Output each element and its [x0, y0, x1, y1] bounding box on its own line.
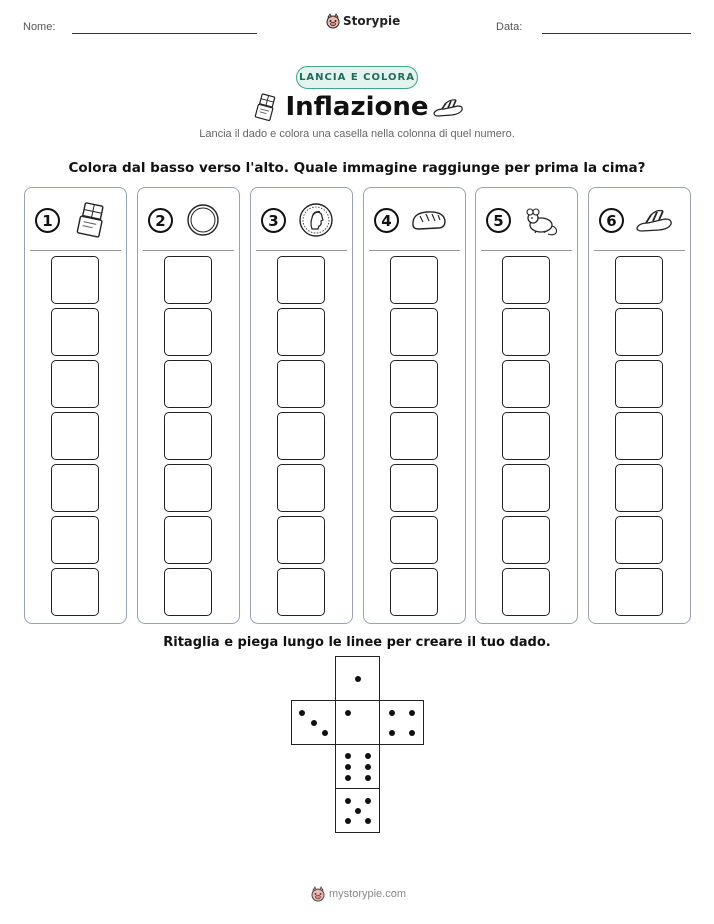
column-2: [137, 187, 240, 624]
color-box[interactable]: [390, 360, 438, 408]
date-line[interactable]: [542, 33, 691, 34]
die-pip: [389, 730, 395, 736]
mouse-icon: [522, 201, 560, 239]
pig-mascot-icon: [311, 886, 325, 902]
color-box[interactable]: [277, 464, 325, 512]
die-pip: [322, 730, 328, 736]
color-box[interactable]: [51, 256, 99, 304]
die-pip: [345, 775, 351, 781]
die-pip: [365, 764, 371, 770]
die-face-4: [379, 700, 424, 745]
color-box[interactable]: [390, 464, 438, 512]
column-6: [588, 187, 691, 624]
die-pip: [365, 798, 371, 804]
sandal-icon: [432, 95, 464, 119]
column-number: 1: [35, 208, 60, 233]
color-box[interactable]: [51, 412, 99, 460]
die-pip: [365, 818, 371, 824]
column-divider: [256, 250, 347, 251]
die-pip: [345, 798, 351, 804]
color-box[interactable]: [164, 256, 212, 304]
column-5: [475, 187, 578, 624]
color-box[interactable]: [502, 360, 550, 408]
die-pip: [365, 775, 371, 781]
color-box[interactable]: [51, 516, 99, 564]
color-box[interactable]: [277, 308, 325, 356]
footer: [311, 886, 406, 902]
color-box[interactable]: [51, 360, 99, 408]
column-number: 6: [599, 208, 624, 233]
column-4: [363, 187, 466, 624]
column-1: [24, 187, 127, 624]
color-box[interactable]: [51, 308, 99, 356]
color-box[interactable]: [277, 412, 325, 460]
ancient-coin-icon: [297, 201, 335, 239]
color-box[interactable]: [390, 412, 438, 460]
die-face-6: [335, 744, 380, 789]
color-box[interactable]: [615, 464, 663, 512]
color-box[interactable]: [390, 516, 438, 564]
die-pip: [355, 808, 361, 814]
footer-url[interactable]: mystorypie.com: [329, 888, 407, 900]
color-box[interactable]: [277, 516, 325, 564]
color-box[interactable]: [277, 568, 325, 616]
color-box[interactable]: [390, 308, 438, 356]
die-pip: [389, 710, 395, 716]
die-pip: [365, 753, 371, 759]
color-box[interactable]: [164, 412, 212, 460]
die-pip: [311, 720, 317, 726]
color-box[interactable]: [615, 360, 663, 408]
color-box[interactable]: [502, 256, 550, 304]
color-box[interactable]: [164, 360, 212, 408]
color-box[interactable]: [390, 256, 438, 304]
color-box[interactable]: [51, 568, 99, 616]
brand-logo: [326, 13, 400, 29]
color-box[interactable]: [615, 412, 663, 460]
date-label: Data:: [496, 21, 523, 33]
column-divider: [369, 250, 460, 251]
color-box[interactable]: [615, 568, 663, 616]
color-box[interactable]: [164, 568, 212, 616]
color-box[interactable]: [615, 308, 663, 356]
color-box[interactable]: [51, 464, 99, 512]
color-box[interactable]: [615, 256, 663, 304]
die-pip: [345, 753, 351, 759]
column-number: 5: [486, 208, 511, 233]
die-face-3: [291, 700, 336, 745]
name-label: Nome:: [23, 21, 56, 33]
color-box[interactable]: [164, 308, 212, 356]
bread-loaf-icon: [410, 201, 448, 239]
page-title: Inflazione: [285, 92, 429, 122]
die-pip: [409, 710, 415, 716]
column-divider: [481, 250, 572, 251]
column-number: 3: [261, 208, 286, 233]
column-divider: [594, 250, 685, 251]
die-face-1: [335, 656, 380, 701]
die-instruction: Ritaglia e piega lungo le linee per creare il tuo dado.: [163, 635, 551, 650]
column-number: 4: [374, 208, 399, 233]
die-pip: [345, 818, 351, 824]
name-line[interactable]: [72, 33, 257, 34]
die-face-5: [335, 788, 380, 833]
instruction-text: Colora dal basso verso l'alto. Quale immagine raggiunge per prima la cima?: [68, 160, 646, 176]
die-pip: [345, 710, 351, 716]
color-box[interactable]: [277, 360, 325, 408]
column-number: 2: [148, 208, 173, 233]
color-box[interactable]: [164, 516, 212, 564]
color-box[interactable]: [615, 516, 663, 564]
column-divider: [143, 250, 234, 251]
color-box[interactable]: [502, 412, 550, 460]
die-pip: [299, 710, 305, 716]
die-pip: [355, 676, 361, 682]
color-box[interactable]: [277, 256, 325, 304]
chocolate-bar-icon: [71, 201, 109, 239]
color-box[interactable]: [502, 516, 550, 564]
color-box[interactable]: [164, 464, 212, 512]
die-face-1: [335, 700, 380, 745]
color-box[interactable]: [502, 568, 550, 616]
page-subtitle: Lancia il dado e colora una casella nella colonna di quel numero.: [199, 128, 515, 140]
die-pip: [345, 764, 351, 770]
column-divider: [30, 250, 121, 251]
color-box[interactable]: [390, 568, 438, 616]
activity-badge: LANCIA E COLORA: [296, 66, 418, 89]
die-pip: [409, 730, 415, 736]
pig-mascot-icon: [326, 13, 340, 29]
column-3: [250, 187, 353, 624]
coin-icon: [184, 201, 222, 239]
color-box[interactable]: [502, 464, 550, 512]
sandal-icon: [635, 201, 673, 239]
color-box[interactable]: [502, 308, 550, 356]
brand-name: Storypie: [343, 14, 401, 28]
